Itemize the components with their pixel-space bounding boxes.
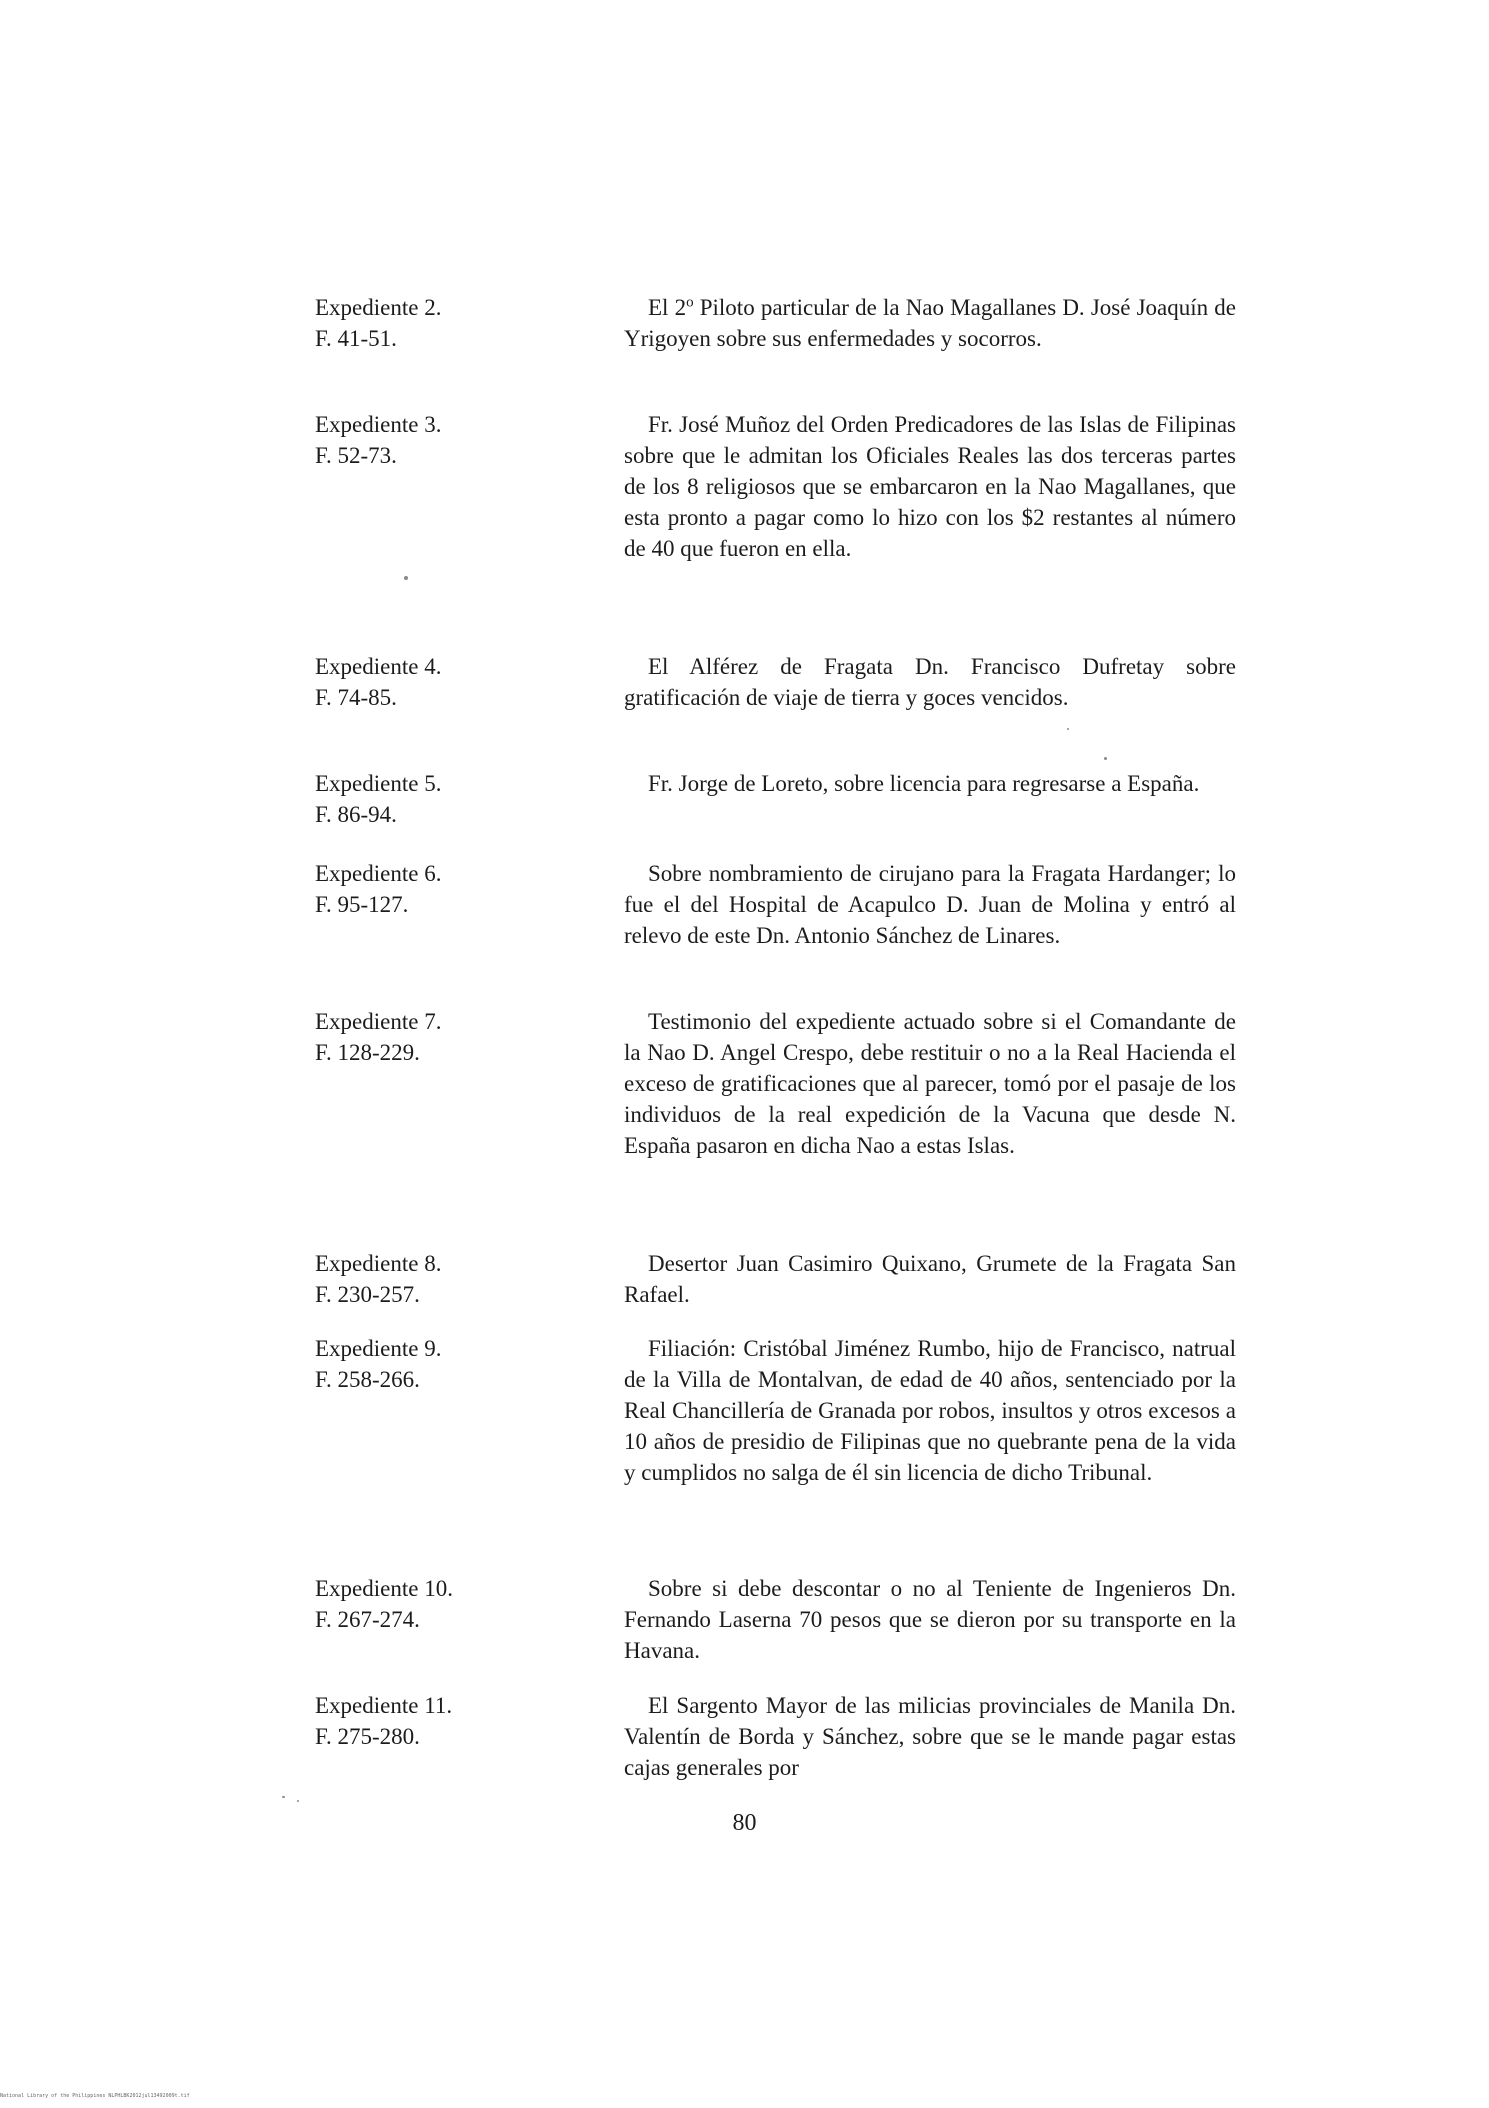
expediente-number: Expediente 7. <box>315 1009 442 1034</box>
entry-reference <box>315 1333 515 1395</box>
page-number: 80 <box>732 1810 757 1836</box>
entry-description: Fr. José Muñoz del Orden Predicadores de las Islas de Filipinas sobre que le admitan los Oficiales Reales las dos terceras partes de los 8 religiosos que se embarcaron en la Nao Magallanes, que esta pronto a pagar como lo hizo con los $2 restantes al número de 40 que fueron en ella. <box>624 412 1236 561</box>
entry-description: El 2$^o$ Piloto particular de la Nao Magallanes D. José Joaquín de Yrigoyen sobre sus enfermedades y socorros. <box>624 294 1236 351</box>
expediente-number: Expediente 3. <box>315 412 442 437</box>
folio-range: F. 41-51. <box>315 326 397 351</box>
entry-description: Fr. Jorge de Loreto, sobre licencia para regresarse a España. <box>648 771 1200 796</box>
folio-range: F. 86-94. <box>315 802 397 827</box>
folio-range: F. 52-73. <box>315 443 397 468</box>
entry-description: Sobre si debe descontar o no al Teniente de Ingenieros Dn. Fernando Laserna 70 pesos que se dieron por su transporte en la Havana. <box>624 1576 1236 1663</box>
entry-description: Desertor Juan Casimiro Quixano, Grumete de la Fragata San Rafael. <box>624 1251 1236 1307</box>
entry-reference <box>315 1690 515 1752</box>
entry-description: Filiación: Cristóbal Jiménez Rumbo, hijo de Francisco, natrual de la Villa de Montalvan, de edad de 40 años, sentenciado por la Real Chancillería de Granada por robos, insultos y otros excesos a 10 años de presidio de Filipinas que no quebrante pena de la vida y cumplidos no salga de él sin licencia de dicho Tribunal. <box>624 1336 1236 1485</box>
entry-description: El Alférez de Fragata Dn. Francisco Dufretay sobre gratificación de viaje de tierra y goces vencidos. <box>624 654 1236 710</box>
entry-reference <box>315 858 515 920</box>
entry-reference <box>315 1006 515 1068</box>
scan-speck <box>1067 728 1069 730</box>
entry-reference <box>315 409 515 471</box>
expediente-number: Expediente 4. <box>315 654 442 679</box>
expediente-number: Expediente 2. <box>315 295 442 320</box>
expediente-number: Expediente 10. <box>315 1576 453 1601</box>
entry-reference <box>315 1573 515 1635</box>
folio-range: F. 230-257. <box>315 1282 420 1307</box>
entry-reference <box>315 768 515 830</box>
expediente-number: Expediente 5. <box>315 771 442 796</box>
entry-description: Sobre nombramiento de cirujano para la Fragata Hardanger; lo fue el del Hospital de Acapulco D. Juan de Molina y entró al relevo de este Dn. Antonio Sánchez de Linares. <box>624 861 1236 948</box>
expediente-number: Expediente 11. <box>315 1693 453 1718</box>
expediente-number: Expediente 8. <box>315 1251 442 1276</box>
scan-footer: National Library of the Philippines NLPHLBK2012jul13492009t.tif <box>0 2093 190 2099</box>
scan-speck <box>1104 757 1107 760</box>
folio-range: F. 74-85. <box>315 685 397 710</box>
folio-range: F. 95-127. <box>315 892 409 917</box>
entry-reference <box>315 651 515 713</box>
superscript-ordinal: o <box>686 294 694 311</box>
expediente-number: Expediente 6. <box>315 861 442 886</box>
expediente-number: Expediente 9. <box>315 1336 442 1361</box>
scan-speck <box>297 1800 299 1802</box>
entry-reference <box>315 1248 515 1310</box>
entry-reference <box>315 292 515 354</box>
folio-range: F. 275-280. <box>315 1724 420 1749</box>
entry-description: El Sargento Mayor de las milicias provinciales de Manila Dn. Valentín de Borda y Sánchez, sobre que se le mande pagar estas cajas generales por <box>624 1693 1236 1780</box>
scan-speck <box>282 1796 285 1798</box>
folio-range: F. 258-266. <box>315 1367 420 1392</box>
folio-range: F. 128-229. <box>315 1040 420 1065</box>
scan-speck <box>404 576 408 580</box>
folio-range: F. 267-274. <box>315 1607 420 1632</box>
entry-description: Testimonio del expediente actuado sobre si el Comandante de la Nao D. Angel Crespo, debe restituir o no a la Real Hacienda el exceso de gratificaciones que al parecer, tomó por el pasaje de los individuos de la real expedición de la Vacuna que desde N. España pasaron en dicha Nao a estas Islas. <box>624 1009 1236 1158</box>
